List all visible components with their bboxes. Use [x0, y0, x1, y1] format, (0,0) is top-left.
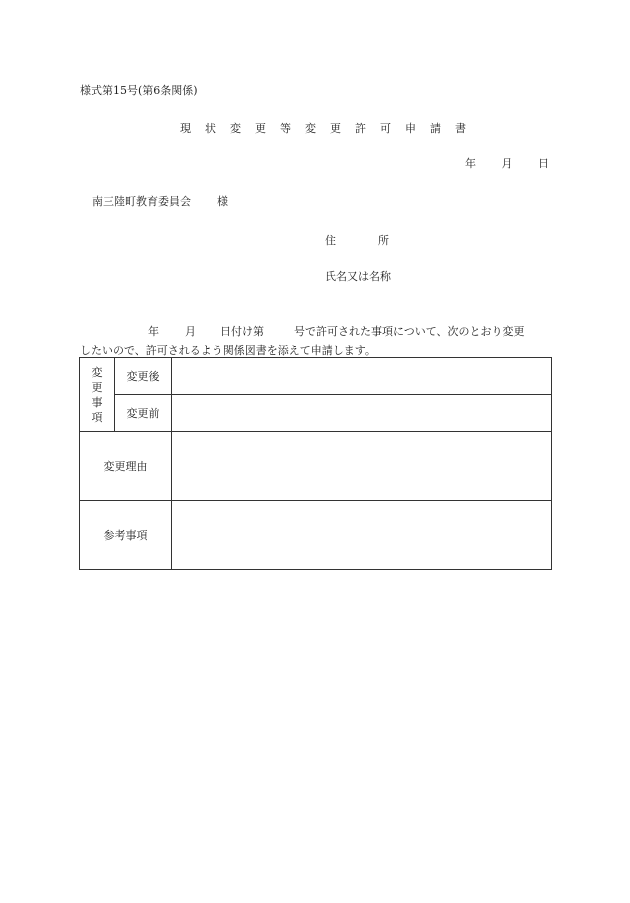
document-title — [180, 120, 480, 136]
body-year: 年 — [148, 325, 159, 338]
date-day: 日 — [538, 157, 549, 170]
addressee-honorific: 様 — [217, 195, 228, 208]
body-text-line1 — [148, 323, 525, 339]
date-month: 月 — [501, 157, 513, 170]
title-char: 許 — [355, 122, 366, 135]
after-change-label: 変更後 — [115, 358, 172, 395]
address-char: 所 — [378, 234, 389, 247]
table-row — [80, 358, 552, 395]
title-char: 更 — [255, 122, 266, 135]
title-char: 申 — [405, 122, 416, 135]
reference-field[interactable] — [172, 501, 552, 570]
title-char: 書 — [455, 122, 466, 135]
title-char: 現 — [180, 122, 191, 135]
title-char: 請 — [430, 122, 441, 135]
label-char: 項 — [91, 410, 103, 424]
addressee — [92, 193, 228, 209]
table-row — [80, 432, 552, 501]
applicant-name-label: 氏名又は名称 — [325, 270, 391, 283]
reference-label: 参考事項 — [80, 501, 172, 570]
form-number: 様式第15号(第6条関係) — [80, 84, 198, 97]
before-change-field[interactable] — [172, 395, 552, 432]
title-char: 可 — [380, 122, 391, 135]
address-char: 住 — [325, 234, 336, 247]
title-char: 変 — [230, 122, 241, 135]
application-table — [79, 357, 552, 570]
body-month: 月 — [185, 325, 196, 338]
label-char: 事 — [91, 395, 103, 409]
reason-label: 変更理由 — [80, 432, 172, 501]
body-rest: 号で許可された事項について、次のとおり変更 — [294, 325, 525, 338]
addressee-name: 南三陸町教育委員会 — [92, 195, 191, 208]
table-row — [80, 501, 552, 570]
reason-field[interactable] — [172, 432, 552, 501]
body-day-no: 日付け第 — [220, 325, 264, 338]
table-row — [80, 395, 552, 432]
label-char: 変 — [91, 365, 103, 379]
title-char: 状 — [205, 122, 216, 135]
after-change-field[interactable] — [172, 358, 552, 395]
label-char: 更 — [91, 380, 103, 394]
applicant-address-label — [325, 232, 389, 248]
body-text-line2: したいので、許可されるよう関係図書を添えて申請します。 — [80, 344, 376, 357]
title-char: 等 — [280, 122, 291, 135]
title-char: 変 — [305, 122, 316, 135]
title-char: 更 — [330, 122, 341, 135]
change-items-label — [80, 358, 115, 432]
before-change-label: 変更前 — [115, 395, 172, 432]
date-line — [465, 155, 549, 171]
date-year: 年 — [465, 157, 476, 170]
